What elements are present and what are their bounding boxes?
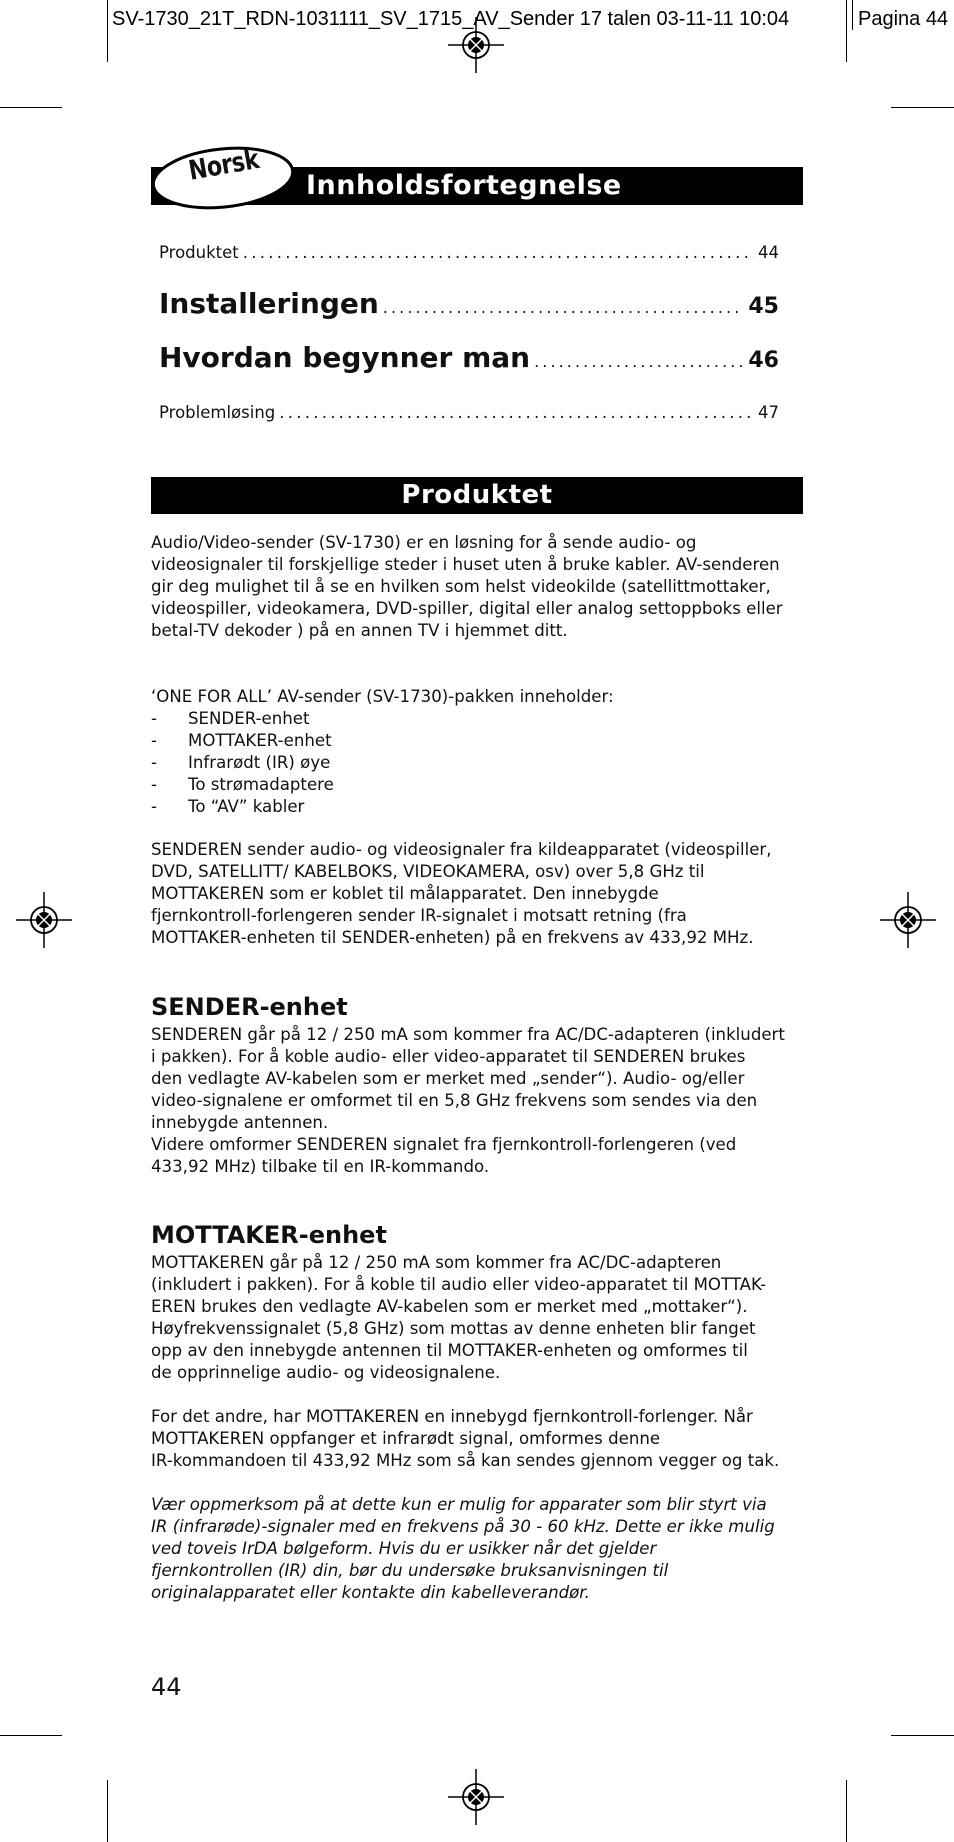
list-item: - MOTTAKER-enhet xyxy=(151,730,791,752)
text-line: fjernkontrollen (IR) din, bør du undersøke bruksanvisningen til xyxy=(151,1561,669,1580)
text-line: ‘ONE FOR ALL’ AV-sender (SV-1730)-pakken inneholder: xyxy=(151,687,614,706)
product-intro xyxy=(151,532,811,642)
text-line: Videre omformer SENDEREN signalet fra fjernkontroll-forlengeren (ved xyxy=(151,1135,737,1154)
toc-entry-page: 46 xyxy=(748,348,779,373)
list-item: - Infrarødt (IR) øye xyxy=(151,752,791,774)
text-line: Vær oppmerksom på at dette kun er mulig for apparater som blir styrt via xyxy=(151,1495,767,1514)
crop-mark xyxy=(0,107,62,108)
text-line: MOTTAKEREN oppfanger et infrarødt signal, omformes denne xyxy=(151,1429,661,1448)
toc-leader-dots xyxy=(243,243,754,262)
language-badge: Norsk xyxy=(186,143,262,187)
crop-mark xyxy=(107,0,108,62)
print-page-label: Pagina 44 xyxy=(858,8,949,30)
text-line: SENDEREN går på 12 / 250 mA som kommer fra AC/DC-adapteren (inkludert xyxy=(151,1025,785,1044)
crop-mark xyxy=(852,0,853,30)
receiver-extender-text xyxy=(151,1406,811,1472)
text-line: gir deg mulighet til å se en hvilken som helst videokilde (satellittmottaker, xyxy=(151,577,771,596)
registration-mark-icon xyxy=(880,892,936,948)
list-item: - SENDER-enhet xyxy=(151,708,791,730)
crop-mark xyxy=(0,1735,62,1736)
text-line: DVD, SATELLITT/ KABELBOKS, VIDEOKAMERA, osv) over 5,8 GHz til xyxy=(151,862,705,881)
toc-entry[interactable] xyxy=(159,243,779,262)
toc-entry-label: Hvordan begynner man xyxy=(159,341,531,374)
text-line: originalapparatet eller kontakte din kabelleverandør. xyxy=(151,1583,590,1602)
crop-mark xyxy=(846,0,847,62)
text-line: den vedlagte AV-kabelen som er merket med „sender“). Audio- og/eller xyxy=(151,1069,745,1088)
receiver-text xyxy=(151,1252,811,1384)
text-line: de opprinnelige audio- og videosignalene. xyxy=(151,1363,501,1382)
text-line: i pakken). For å koble audio- eller video-apparatet til SENDEREN brukes xyxy=(151,1047,746,1066)
crop-mark xyxy=(891,107,954,108)
package-contents-list xyxy=(151,708,791,818)
text-line: (inkludert i pakken). For å koble til audio eller video-apparatet til MOTTAK- xyxy=(151,1275,767,1294)
package-contents-heading xyxy=(151,686,811,708)
receiver-heading: MOTTAKER-enhet xyxy=(151,1221,387,1249)
text-line: innebygde antennen. xyxy=(151,1113,329,1132)
text-line: IR (infrarøde)-signaler med en frekvens på 30 - 60 kHz. Dette er ikke mulig xyxy=(151,1517,775,1536)
toc-leader-dots xyxy=(279,403,754,422)
sender-text xyxy=(151,1024,811,1178)
text-line: video-signalene er omformet til en 5,8 GHz frekvens som sendes via den xyxy=(151,1091,758,1110)
registration-mark-icon xyxy=(448,17,504,73)
toc-entry[interactable] xyxy=(159,403,779,422)
toc-leader-dots xyxy=(534,352,744,371)
toc-entry-page: 47 xyxy=(758,403,779,422)
text-line: IR-kommandoen til 433,92 MHz som så kan sendes gjennom vegger og tak. xyxy=(151,1451,780,1470)
crop-mark xyxy=(846,1780,847,1842)
crop-mark xyxy=(107,1780,108,1842)
toc-entry-label: Produktet xyxy=(159,243,239,262)
page-number: 44 xyxy=(151,1673,182,1701)
toc-entry-page: 44 xyxy=(758,243,779,262)
text-line: EREN brukes den vedlagte AV-kabelen som er merket med „mottaker“). xyxy=(151,1297,748,1316)
crop-mark xyxy=(891,1735,954,1736)
text-line: videosignaler til forskjellige steder i huset uten å bruke kabler. AV-senderen xyxy=(151,555,780,574)
registration-mark-icon xyxy=(448,1769,504,1825)
text-line: videospiller, videokamera, DVD-spiller, digital eller analog settoppboks eller xyxy=(151,599,783,618)
text-line: For det andre, har MOTTAKEREN en innebygd fjernkontroll-forlenger. Når xyxy=(151,1407,753,1426)
text-line: Audio/Video-sender (SV-1730) er en løsning for å sende audio- og xyxy=(151,533,697,552)
toc-entry-label: Installeringen xyxy=(159,287,379,320)
registration-mark-icon xyxy=(16,892,72,948)
text-line: SENDEREN sender audio- og videosignaler fra kildeapparatet (videospiller, xyxy=(151,840,772,859)
text-line: ved toveis IrDA bølgeform. Hvis du er usikker når det gjelder xyxy=(151,1539,657,1558)
toc-entry-label: Problemløsing xyxy=(159,403,276,422)
text-line: Høyfrekvenssignalet (5,8 GHz) som mottas av denne enheten blir fanget xyxy=(151,1319,756,1338)
toc-entry[interactable] xyxy=(159,341,779,374)
toc-entry[interactable] xyxy=(159,287,779,320)
text-line: MOTTAKER-enheten til SENDER-enheten) på en frekvens av 433,92 MHz. xyxy=(151,928,754,947)
text-line: MOTTAKEREN går på 12 / 250 mA som kommer fra AC/DC-adapteren xyxy=(151,1253,722,1272)
list-item: - To strømadaptere xyxy=(151,774,791,796)
section-title: Produktet xyxy=(401,480,553,510)
list-item: - To “AV” kabler xyxy=(151,796,791,818)
product-description xyxy=(151,839,811,949)
toc-entry-page: 45 xyxy=(748,294,779,319)
text-line: fjernkontroll-forlengeren sender IR-signalet i motsatt retning (fra xyxy=(151,906,687,925)
toc-leader-dots xyxy=(383,298,745,317)
text-line: betal-TV dekoder ) på en annen TV i hjemmet ditt. xyxy=(151,621,568,640)
print-file-label: SV-1730_21T_RDN-1031111_SV_1715_AV_Sender 17 talen 03-11-11 10:04 xyxy=(112,8,790,30)
receiver-note xyxy=(151,1494,811,1604)
sender-heading: SENDER-enhet xyxy=(151,993,348,1021)
text-line: MOTTAKEREN som er koblet til målapparatet. Den innebygde xyxy=(151,884,659,903)
text-line: opp av den innebygde antennen til MOTTAKER-enheten og omformes til xyxy=(151,1341,748,1360)
toc-title: Innholdsfortegnelse xyxy=(306,170,622,201)
text-line: 433,92 MHz) tilbake til en IR-kommando. xyxy=(151,1157,490,1176)
